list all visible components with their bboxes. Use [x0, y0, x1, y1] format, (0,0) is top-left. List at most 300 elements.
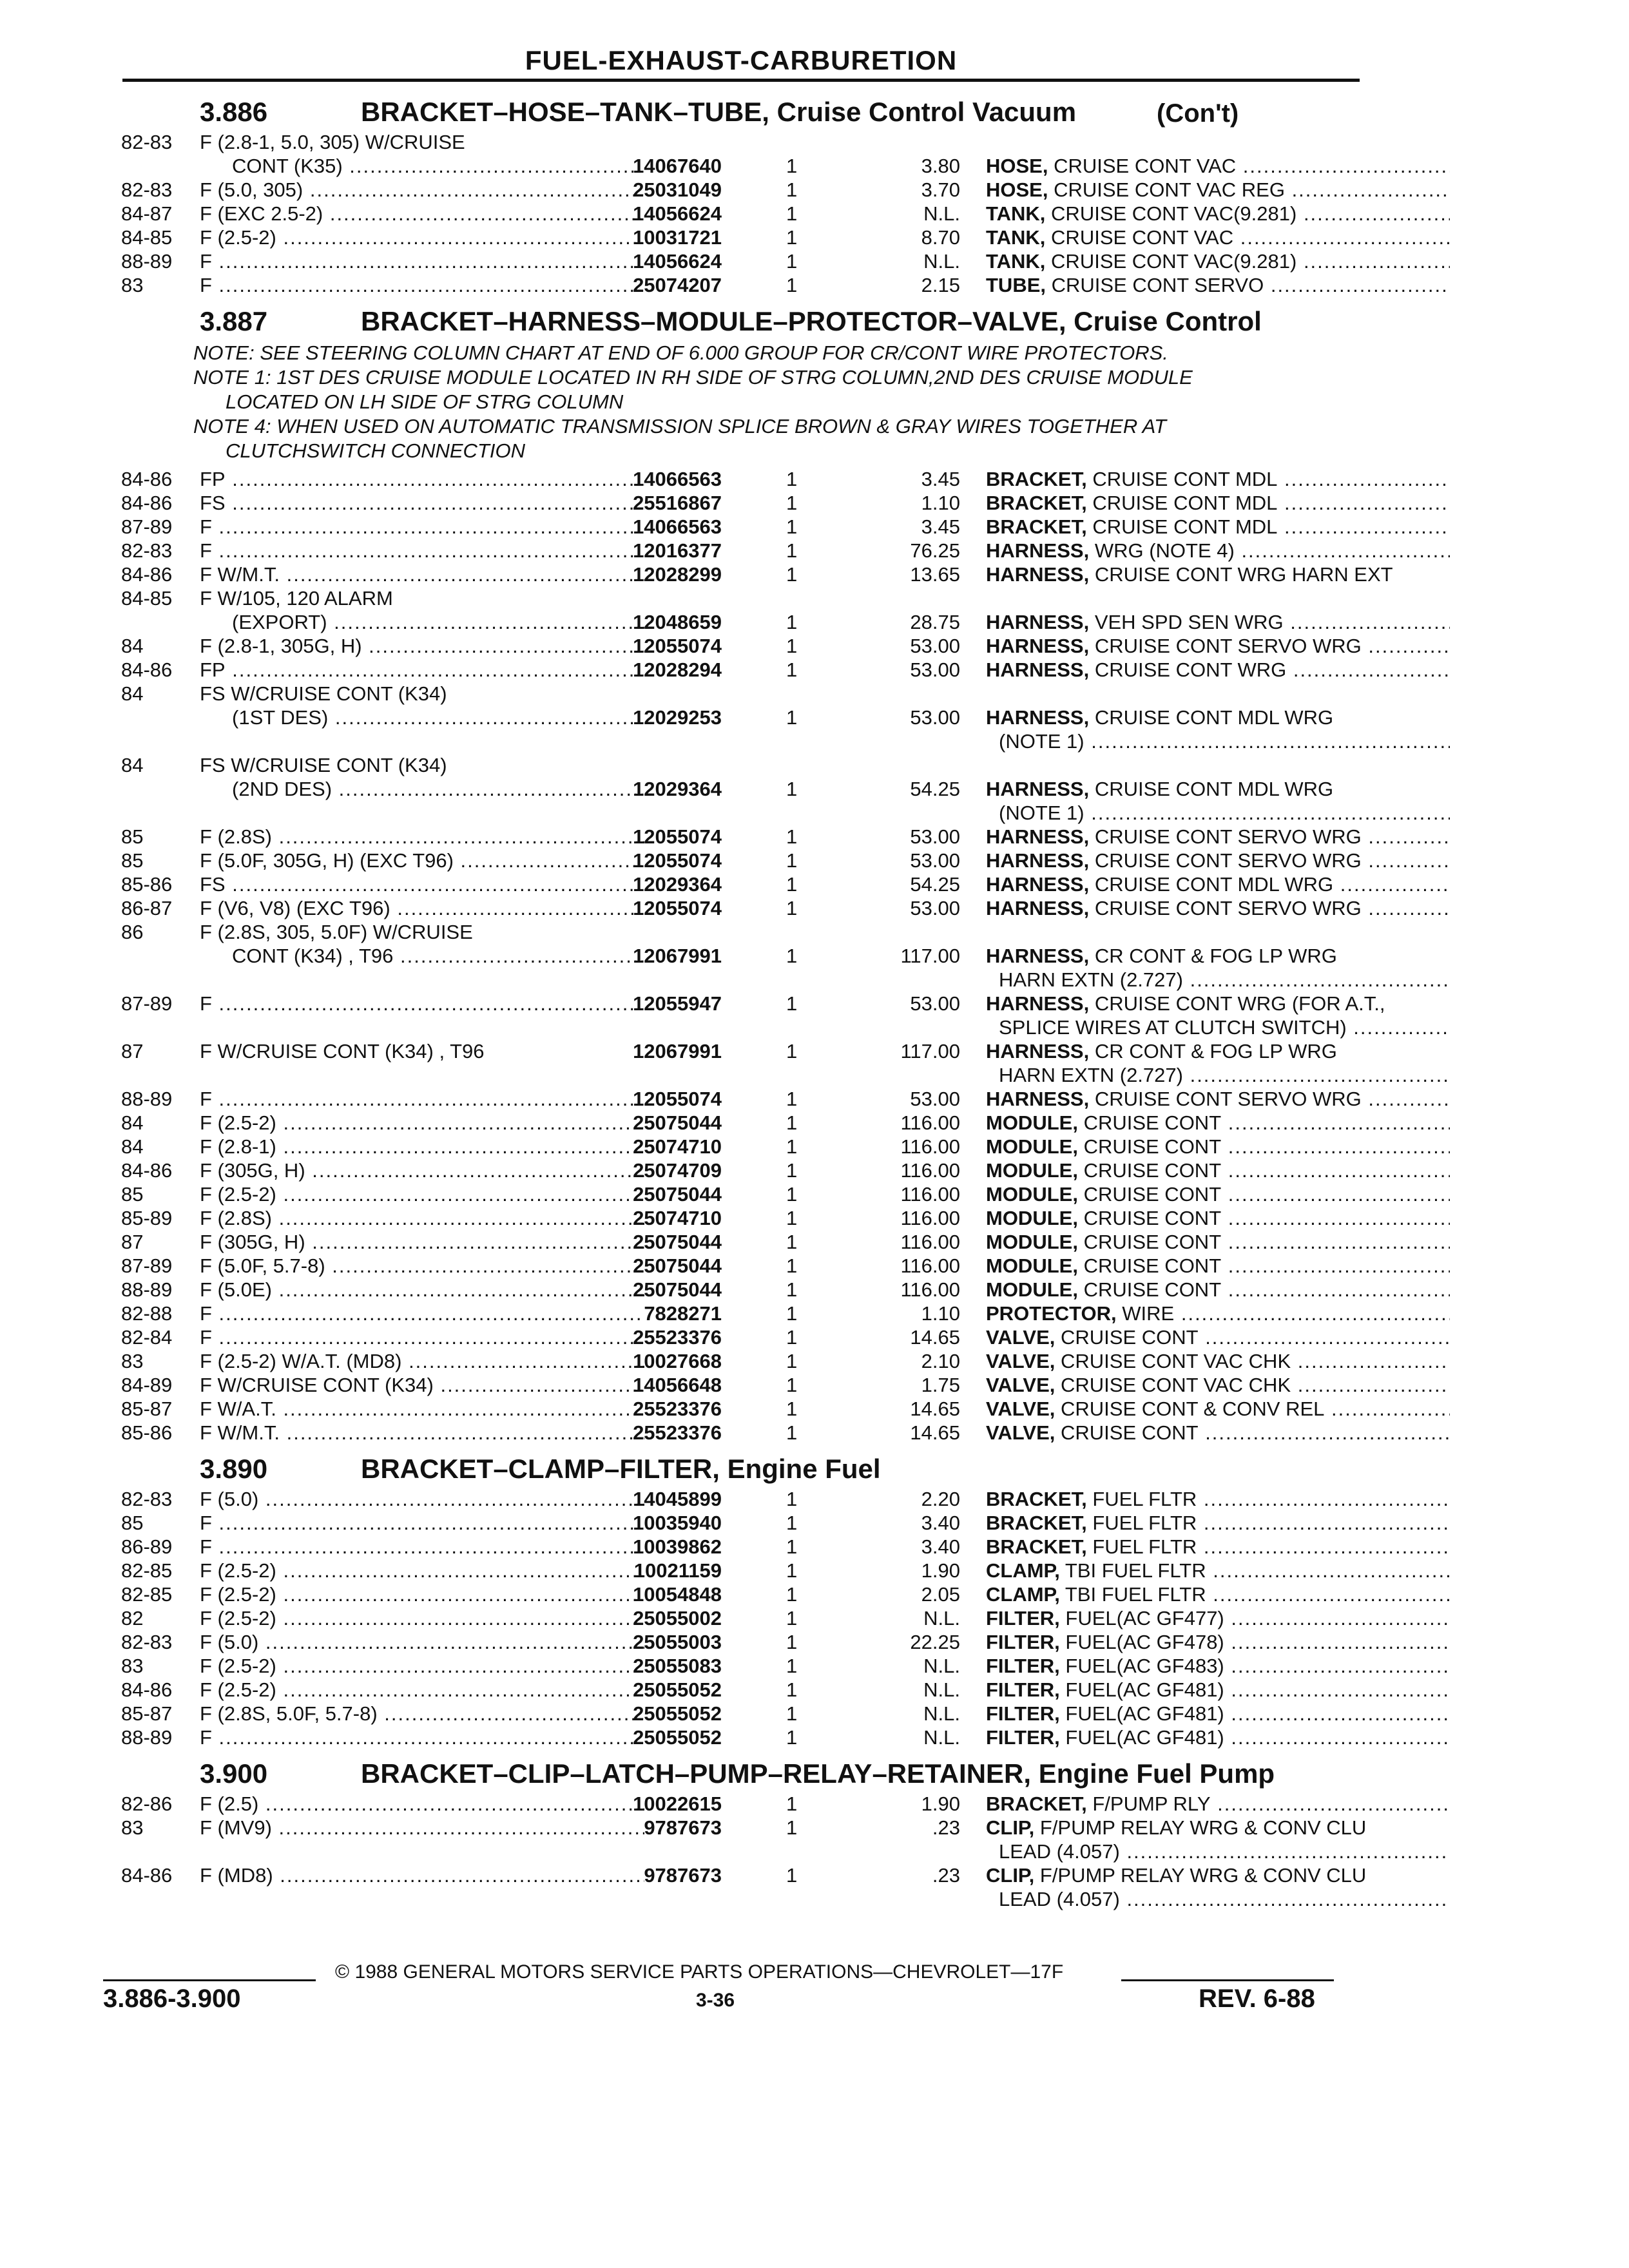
part-description — [986, 1278, 1450, 1302]
part-number: 12016377 — [633, 539, 722, 562]
quantity: 1 — [786, 849, 798, 872]
table-row — [103, 944, 1360, 968]
quantity: 1 — [786, 1207, 798, 1229]
quantity: 1 — [786, 778, 798, 800]
part-description — [986, 1559, 1450, 1582]
part-name: HARNESS, — [986, 706, 1090, 729]
part-detail: CRUISE CONT — [1083, 1254, 1222, 1277]
part-description — [986, 1654, 1450, 1678]
part-number: 12029364 — [633, 873, 722, 896]
model-years: 83 — [121, 1655, 144, 1677]
part-detail: VEH SPD SEN WRG — [1094, 611, 1284, 633]
part-name: HOSE, — [986, 155, 1048, 177]
price: 1.10 — [921, 1302, 960, 1325]
model-years: 84 — [121, 1111, 144, 1134]
parts-catalog — [103, 88, 1393, 1911]
model-years: 85-89 — [121, 1207, 173, 1229]
table-row — [103, 1135, 1360, 1158]
part-description — [986, 992, 1450, 1015]
part-description — [986, 178, 1450, 202]
part-detail: CRUISE CONT — [1061, 1326, 1199, 1349]
section-heading — [103, 1448, 1360, 1487]
part-detail: CRUISE CONT SERVO WRG — [1094, 635, 1362, 657]
part-description — [986, 1111, 1450, 1135]
part-number: 12029253 — [633, 706, 722, 729]
table-row — [103, 610, 1360, 634]
price: 54.25 — [910, 778, 960, 800]
table-row — [103, 1373, 1360, 1397]
quantity: 1 — [786, 1040, 798, 1062]
part-name: BRACKET, — [986, 515, 1087, 538]
part-detail: CRUISE CONT MDL — [1092, 515, 1278, 538]
part-name: FILTER, — [986, 1607, 1060, 1629]
application: FS W/CRUISE CONT (K34) — [200, 682, 447, 705]
part-name: MODULE, — [986, 1231, 1078, 1253]
part-detail: CRUISE CONT — [1083, 1183, 1222, 1206]
quantity: 1 — [786, 563, 798, 586]
part-number: 12055074 — [633, 1088, 722, 1110]
part-number: 14045899 — [633, 1488, 722, 1510]
part-number: 25523376 — [633, 1421, 722, 1444]
part-detail: CRUISE CONT WRG — [1094, 658, 1287, 681]
quantity: 1 — [786, 1702, 798, 1725]
table-row — [103, 1792, 1360, 1816]
model-years: 85-87 — [121, 1702, 173, 1725]
part-detail: CRUISE CONT SERVO WRG — [1094, 1088, 1362, 1110]
table-row — [103, 992, 1385, 1015]
part-description — [986, 849, 1450, 872]
table-row — [103, 130, 1360, 154]
part-detail: CRUISE CONT SERVO — [1051, 274, 1264, 296]
part-detail: CRUISE CONT — [1083, 1159, 1222, 1182]
part-description — [986, 491, 1450, 515]
table-row — [103, 1325, 1360, 1349]
application: F (305G, H) ..... — [200, 1230, 644, 1254]
quantity: 1 — [786, 515, 798, 538]
model-years: 83 — [121, 274, 144, 296]
part-description — [986, 1349, 1450, 1373]
price: 53.00 — [910, 658, 960, 681]
quantity: 1 — [786, 1816, 798, 1839]
model-years: 82-85 — [121, 1559, 173, 1582]
part-description — [999, 801, 1450, 825]
part-detail: TBI FUEL FLTR — [1065, 1559, 1206, 1582]
part-name: HARNESS, — [986, 992, 1090, 1015]
part-description — [986, 825, 1450, 849]
part-number: 12055074 — [633, 825, 722, 848]
price: 2.10 — [921, 1350, 960, 1372]
price: 3.45 — [921, 515, 960, 538]
part-number: 14066563 — [633, 468, 722, 490]
part-name: HARNESS, — [986, 897, 1090, 919]
table-row — [103, 154, 1360, 178]
part-description — [999, 1840, 1450, 1863]
part-description — [986, 1678, 1450, 1702]
table-row — [103, 872, 1360, 896]
quantity: 1 — [786, 1183, 798, 1206]
section-heading — [103, 301, 1360, 340]
application: FS ..... — [200, 491, 644, 515]
application: F (2.5-2) W/A.T. (MD8) ..... — [200, 1349, 644, 1373]
note-line: NOTE 1: 1ST DES CRUISE MODULE LOCATED IN RH SIDE OF STRG COLUMN,2ND DES CRUISE MODULE — [193, 366, 1193, 389]
part-name: HARNESS, — [986, 635, 1090, 657]
application: FP ..... — [200, 658, 644, 682]
quantity: 1 — [786, 945, 798, 967]
part-name: MODULE, — [986, 1111, 1078, 1134]
model-years: 82-85 — [121, 1583, 173, 1606]
price: 116.00 — [900, 1183, 960, 1206]
quantity: 1 — [786, 1421, 798, 1444]
part-number: 12028299 — [633, 563, 722, 586]
part-name: HARNESS, — [986, 873, 1090, 896]
part-description — [986, 1606, 1450, 1630]
application: FS W/CRUISE CONT (K34) — [200, 754, 447, 776]
part-number: 25055083 — [633, 1655, 722, 1677]
footer-rule-left — [103, 1979, 316, 1981]
application: CONT (K35) ..... — [232, 154, 644, 178]
footer-section-range: 3.886-3.900 — [103, 1984, 241, 2013]
part-name: VALVE, — [986, 1398, 1055, 1420]
part-name: MODULE, — [986, 1135, 1078, 1158]
part-description — [986, 1206, 1450, 1230]
table-row — [103, 1206, 1360, 1230]
model-years: 85 — [121, 825, 144, 848]
model-years: 82 — [121, 1607, 144, 1629]
part-name: CLIP, — [986, 1816, 1035, 1839]
application: F ..... — [200, 1511, 644, 1535]
table-row — [103, 1349, 1360, 1373]
price: 22.25 — [910, 1631, 960, 1653]
application: F W/A.T. ..... — [200, 1397, 644, 1421]
part-detail: SPLICE WIRES AT CLUTCH SWITCH) — [999, 1016, 1347, 1039]
part-description — [986, 249, 1450, 273]
application: F (2.8S, 305, 5.0F) W/CRUISE — [200, 921, 473, 943]
price: .23 — [932, 1816, 960, 1839]
quantity: 1 — [786, 1326, 798, 1349]
section-name — [361, 306, 1262, 337]
section-name — [361, 1758, 1275, 1789]
footer-rule-right — [1121, 1979, 1334, 1981]
application: F ..... — [200, 273, 644, 297]
price: 116.00 — [900, 1231, 960, 1253]
price: N.L. — [923, 1678, 960, 1701]
quantity: 1 — [786, 1726, 798, 1749]
part-description — [986, 634, 1450, 658]
table-row — [103, 202, 1360, 226]
price: 53.00 — [910, 635, 960, 657]
quantity: 1 — [786, 250, 798, 273]
price: 2.15 — [921, 274, 960, 296]
application: F (EXC 2.5-2) ..... — [200, 202, 644, 226]
part-description — [986, 1863, 1450, 1887]
price: 13.65 — [910, 563, 960, 586]
part-detail: FUEL(AC GF483) — [1065, 1655, 1224, 1677]
model-years: 84-86 — [121, 563, 173, 586]
section-continued: (Con't) — [1157, 99, 1239, 128]
price: 116.00 — [900, 1135, 960, 1158]
table-row — [103, 1559, 1360, 1582]
price: 53.00 — [910, 897, 960, 919]
part-detail: F/PUMP RELAY WRG & CONV CLU — [1039, 1816, 1367, 1839]
model-years: 87 — [121, 1231, 144, 1253]
model-years: 84 — [121, 682, 144, 705]
part-name: HARNESS, — [986, 825, 1090, 848]
model-years: 84 — [121, 754, 144, 776]
model-years: 82-83 — [121, 178, 173, 201]
price: 53.00 — [910, 706, 960, 729]
table-row — [103, 226, 1360, 249]
part-detail: CRUISE CONT VAC(9.281) — [1051, 202, 1297, 225]
part-detail: CRUISE CONT SERVO WRG — [1094, 825, 1362, 848]
model-years: 86-87 — [121, 897, 173, 919]
part-number: 25074710 — [633, 1207, 722, 1229]
quantity: 1 — [786, 1678, 798, 1701]
table-row — [103, 1278, 1360, 1302]
application: F (2.8-1) ..... — [200, 1135, 644, 1158]
price: 2.20 — [921, 1488, 960, 1510]
note-line: NOTE: SEE STEERING COLUMN CHART AT END OF 6.000 GROUP FOR CR/CONT WIRE PROTECTORS. — [193, 341, 1168, 364]
application: F (305G, H) ..... — [200, 1158, 644, 1182]
table-row — [103, 968, 1360, 992]
part-detail: (NOTE 1) — [999, 802, 1084, 824]
part-name: TANK, — [986, 250, 1046, 273]
table-row — [103, 1887, 1360, 1911]
part-number: 14066563 — [633, 515, 722, 538]
model-years: 85 — [121, 1183, 144, 1206]
part-name: HARNESS, — [986, 1040, 1090, 1062]
part-name: FILTER, — [986, 1702, 1060, 1725]
table-row — [103, 1816, 1367, 1840]
price: 14.65 — [910, 1326, 960, 1349]
table-row — [103, 273, 1360, 297]
application: F ..... — [200, 539, 644, 562]
part-detail: CRUISE CONT SERVO WRG — [1094, 849, 1362, 872]
part-name: HARNESS, — [986, 849, 1090, 872]
table-row — [103, 1302, 1360, 1325]
application: F ..... — [200, 515, 644, 539]
model-years: 82-83 — [121, 131, 173, 153]
part-number: 12048659 — [633, 611, 722, 633]
part-number: 25075044 — [633, 1254, 722, 1277]
model-years: 84-86 — [121, 492, 173, 514]
table-row — [103, 491, 1360, 515]
table-row — [103, 1678, 1360, 1702]
part-description — [986, 562, 1450, 586]
quantity: 1 — [786, 274, 798, 296]
part-description — [986, 896, 1450, 920]
part-number: 10031721 — [633, 226, 722, 249]
table-row — [103, 1630, 1360, 1654]
part-detail: CRUISE CONT MDL WRG — [1094, 706, 1334, 729]
application: F (2.5-2) ..... — [200, 1582, 644, 1606]
page-title: FUEL-EXHAUST-CARBURETION — [525, 45, 958, 75]
part-description — [986, 872, 1450, 896]
part-number: 9787673 — [644, 1864, 722, 1887]
application: F (2.8S) ..... — [200, 825, 644, 849]
price: N.L. — [923, 250, 960, 273]
model-years: 87-89 — [121, 992, 173, 1015]
table-row — [103, 896, 1360, 920]
part-number: 10054848 — [633, 1583, 722, 1606]
part-detail: FUEL FLTR — [1092, 1535, 1197, 1558]
part-number: 12055947 — [633, 992, 722, 1015]
part-name: CLAMP, — [986, 1559, 1060, 1582]
part-number: 12028294 — [633, 658, 722, 681]
model-years: 84-86 — [121, 1159, 173, 1182]
table-row — [103, 729, 1360, 753]
section-number: 3.900 — [200, 1758, 268, 1789]
part-description — [986, 1582, 1450, 1606]
part-description — [986, 467, 1450, 491]
application: F ..... — [200, 1535, 644, 1559]
section-notes — [103, 341, 1360, 463]
part-detail: WRG (NOTE 4) — [1094, 539, 1235, 562]
price: 1.75 — [921, 1374, 960, 1396]
part-name: MODULE, — [986, 1183, 1078, 1206]
price: 76.25 — [910, 539, 960, 562]
quantity: 1 — [786, 1488, 798, 1510]
part-number: 25055052 — [633, 1726, 722, 1749]
part-description — [986, 1135, 1450, 1158]
price: 53.00 — [910, 1088, 960, 1110]
part-detail: CRUISE CONT VAC REG — [1054, 178, 1285, 201]
part-description — [986, 1397, 1450, 1421]
model-years: 85-87 — [121, 1398, 173, 1420]
quantity: 1 — [786, 1583, 798, 1606]
table-row — [103, 1487, 1360, 1511]
application: F (2.8-1, 305G, H) ..... — [200, 634, 644, 658]
part-detail: FUEL FLTR — [1092, 1488, 1197, 1510]
part-detail: CRUISE CONT MDL — [1092, 492, 1278, 514]
part-detail: CRUISE CONT — [1083, 1111, 1222, 1134]
price: 14.65 — [910, 1421, 960, 1444]
note-line: LOCATED ON LH SIDE OF STRG COLUMN — [226, 390, 624, 413]
quantity: 1 — [786, 635, 798, 657]
quantity: 1 — [786, 897, 798, 919]
price: 116.00 — [900, 1159, 960, 1182]
part-number: 12067991 — [633, 1040, 722, 1062]
application: F W/M.T. ..... — [200, 562, 644, 586]
part-name: FILTER, — [986, 1726, 1060, 1749]
price: 3.70 — [921, 178, 960, 201]
part-number: 25075044 — [633, 1111, 722, 1134]
part-description — [986, 777, 1450, 801]
application: F (5.0F, 305G, H) (EXC T96) ..... — [200, 849, 644, 872]
application: F (V6, V8) (EXC T96) ..... — [200, 896, 644, 920]
price: .23 — [932, 1864, 960, 1887]
price: 116.00 — [900, 1207, 960, 1229]
part-detail: CRUISE CONT WRG HARN EXT — [1094, 563, 1393, 586]
application: F ..... — [200, 1302, 644, 1325]
part-detail: FUEL(AC GF481) — [1065, 1702, 1224, 1725]
section-subtitle: Cruise Control Vacuum — [776, 97, 1077, 127]
footer-page-number: 3-36 — [696, 1990, 735, 2011]
part-description — [986, 944, 1450, 968]
part-detail: CRUISE CONT MDL — [1092, 468, 1278, 490]
model-years: 87-89 — [121, 1254, 173, 1277]
quantity: 1 — [786, 539, 798, 562]
part-detail: CRUISE CONT MDL WRG — [1094, 778, 1334, 800]
part-description — [986, 1039, 1450, 1063]
part-detail: (NOTE 1) — [999, 730, 1084, 753]
model-years: 84 — [121, 635, 144, 657]
model-years: 88-89 — [121, 1726, 173, 1749]
part-name: BRACKET, — [986, 468, 1087, 490]
catalog-section — [103, 91, 1360, 297]
part-number: 14056624 — [633, 250, 722, 273]
quantity: 1 — [786, 155, 798, 177]
model-years: 82-83 — [121, 1631, 173, 1653]
part-number: 25075044 — [633, 1278, 722, 1301]
part-description — [986, 1230, 1450, 1254]
price: 1.90 — [921, 1559, 960, 1582]
model-years: 87 — [121, 1040, 144, 1062]
part-name: MODULE, — [986, 1254, 1078, 1277]
model-years: 88-89 — [121, 1278, 173, 1301]
model-years: 83 — [121, 1816, 144, 1839]
part-detail: CRUISE CONT MDL WRG — [1094, 873, 1334, 896]
part-detail: FUEL(AC GF481) — [1065, 1726, 1224, 1749]
quantity: 1 — [786, 706, 798, 729]
application: CONT (K34) , T96 ..... — [232, 944, 644, 968]
price: 117.00 — [900, 1040, 960, 1062]
quantity: 1 — [786, 1535, 798, 1558]
price: 53.00 — [910, 992, 960, 1015]
part-name: VALVE, — [986, 1326, 1055, 1349]
part-detail: CR CONT & FOG LP WRG — [1094, 1040, 1337, 1062]
part-name: BRACKET, — [986, 1512, 1087, 1534]
catalog-section — [103, 1448, 1360, 1749]
section-heading — [103, 1753, 1360, 1792]
part-detail: CRUISE CONT VAC — [1054, 155, 1237, 177]
part-detail: CRUISE CONT — [1083, 1207, 1222, 1229]
application: F (5.0) ..... — [200, 1487, 644, 1511]
part-description — [986, 515, 1450, 539]
table-row — [103, 658, 1360, 682]
part-description — [986, 1302, 1450, 1325]
part-detail: TBI FUEL FLTR — [1065, 1583, 1206, 1606]
part-description — [986, 1373, 1450, 1397]
table-row — [103, 1606, 1360, 1630]
part-name: HARNESS, — [986, 1088, 1090, 1110]
quantity: 1 — [786, 1398, 798, 1420]
part-name: BRACKET, — [986, 1488, 1087, 1510]
part-number: 25523376 — [633, 1326, 722, 1349]
quantity: 1 — [786, 1864, 798, 1887]
part-description — [986, 1487, 1450, 1511]
section-title: BRACKET–CLIP–LATCH–PUMP–RELAY–RETAINER, — [361, 1758, 1032, 1789]
quantity: 1 — [786, 1374, 798, 1396]
part-description — [986, 539, 1450, 562]
part-description — [986, 1816, 1450, 1840]
application: F W/M.T. ..... — [200, 1421, 644, 1445]
quantity: 1 — [786, 1655, 798, 1677]
section-number: 3.890 — [200, 1454, 268, 1484]
model-years: 85 — [121, 849, 144, 872]
part-description — [999, 1015, 1450, 1039]
application: (1ST DES) ..... — [232, 706, 644, 729]
section-subtitle: Engine Fuel — [727, 1454, 881, 1484]
application: F (5.0) ..... — [200, 1630, 644, 1654]
application: F W/CRUISE CONT (K34) , T96 — [200, 1040, 485, 1062]
application: F (MV9) ..... — [200, 1816, 644, 1840]
model-years: 88-89 — [121, 1088, 173, 1110]
section-name — [361, 97, 1076, 128]
table-row — [103, 777, 1360, 801]
application: F ..... — [200, 249, 644, 273]
application: F (2.5-2) ..... — [200, 1559, 644, 1582]
part-name: HARNESS, — [986, 563, 1090, 586]
